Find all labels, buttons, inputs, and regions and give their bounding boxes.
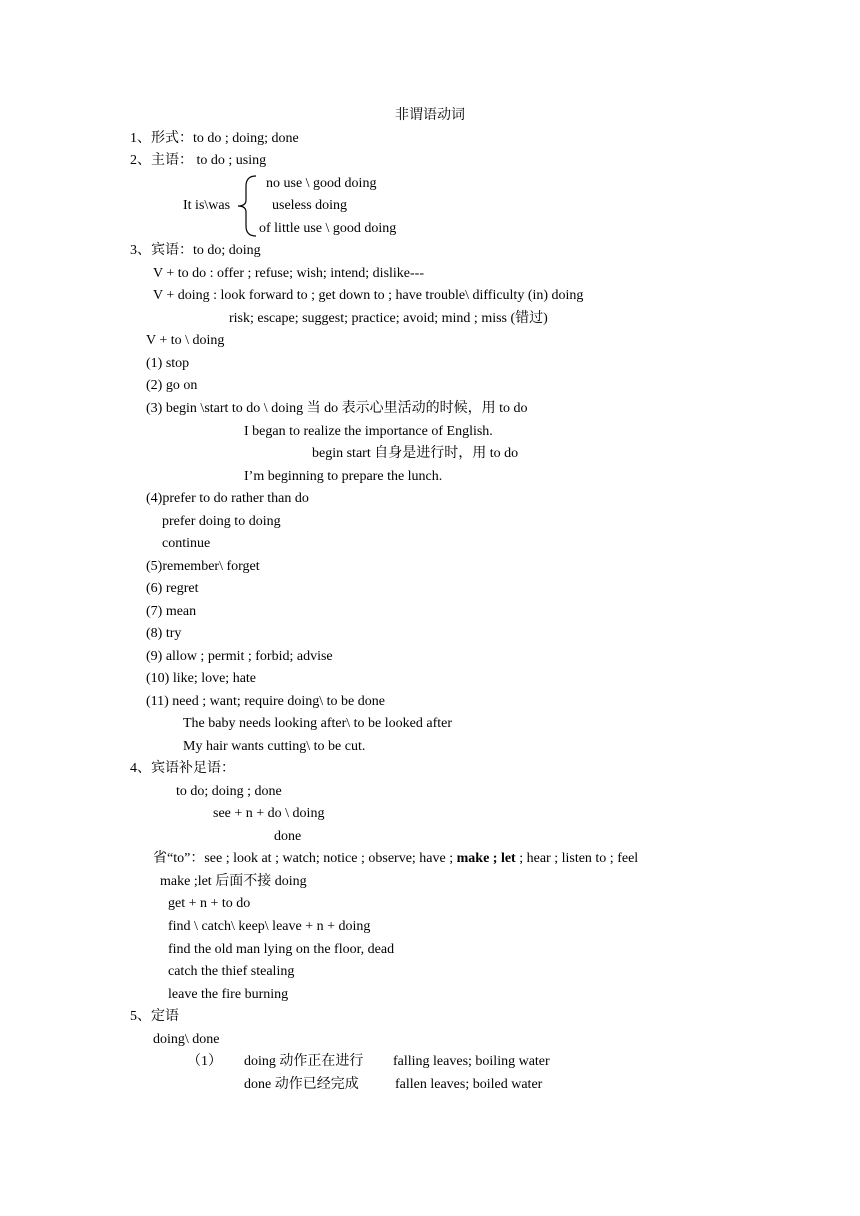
complement-example-2: catch the thief stealing — [168, 964, 295, 979]
section-4-object-complement: 4、宾语补足语： — [130, 761, 235, 776]
complement-done: done — [274, 829, 302, 844]
object-v-to-do: V + to do : offer ; refuse; wish; intend; dislike--- — [153, 266, 424, 281]
object-item-3-example-1: I began to realize the importance of English. — [244, 424, 493, 439]
section-1-forms: 1、形式：to do ; doing; done — [130, 131, 299, 146]
subject-option-2: useless doing — [272, 198, 348, 213]
object-item-1: (1) stop — [146, 356, 190, 371]
complement-make-let-note: make ;let 后面不接 doing — [160, 874, 307, 889]
page-title: 非谓语动词 — [395, 108, 465, 123]
omit-to-bold-make-let: make ; let — [456, 851, 516, 866]
object-v-doing: V + doing : look forward to ; get down to ; have trouble\ difficulty (in) doing — [153, 288, 584, 303]
section-3-object: 3、宾语：to do; doing — [130, 243, 261, 258]
attributive-doing-example: falling leaves; boiling water — [393, 1054, 550, 1069]
curly-brace-icon — [234, 174, 262, 238]
object-item-6: (6) regret — [146, 581, 199, 596]
complement-forms: to do; doing ; done — [176, 784, 282, 799]
section-2-subject: 2、主语： to do ; using — [130, 153, 267, 168]
omit-to-text-c: ; hear ; listen to ; feel — [515, 851, 639, 866]
subject-it-is-was: It is\was — [183, 198, 231, 213]
object-item-11: (11) need ; want; require doing\ to be done — [146, 694, 385, 709]
object-item-8: (8) try — [146, 626, 182, 641]
complement-omit-to — [153, 850, 638, 868]
object-item-4-b: continue — [162, 536, 211, 551]
complement-see-pattern: see + n + do \ doing — [213, 806, 325, 821]
attributive-done-example: fallen leaves; boiled water — [395, 1077, 543, 1092]
object-item-11-example-2: My hair wants cutting\ to be cut. — [183, 739, 366, 754]
subject-option-3: of little use \ good doing — [259, 221, 397, 236]
object-item-10: (10) like; love; hate — [146, 671, 257, 686]
attributive-forms: doing\ done — [153, 1032, 220, 1047]
object-v-to-or-doing: V + to \ doing — [146, 333, 225, 348]
subject-option-1: no use \ good doing — [266, 176, 377, 191]
object-item-4: (4)prefer to do rather than do — [146, 491, 309, 506]
complement-example-1: find the old man lying on the floor, dead — [168, 942, 395, 957]
object-item-3-example-2: I’m beginning to prepare the lunch. — [244, 469, 443, 484]
object-item-11-example-1: The baby needs looking after\ to be looked after — [183, 716, 453, 731]
object-item-5: (5)remember\ forget — [146, 559, 260, 574]
object-item-4-a: prefer doing to doing — [162, 514, 281, 529]
omit-to-text-a: 省“to”：see ; look at ; watch; notice ; observe; have ; — [153, 851, 457, 866]
object-item-3: (3) begin \start to do \ doing 当 do 表示心里活动的时候，用 to do — [146, 401, 528, 416]
section-5-attributive: 5、定语 — [130, 1009, 179, 1024]
object-v-doing-cont: risk; escape; suggest; practice; avoid; mind ; miss (错过) — [229, 311, 548, 326]
attributive-done-desc: done 动作已经完成 — [244, 1077, 359, 1092]
complement-get-pattern: get + n + to do — [168, 896, 251, 911]
object-item-2: (2) go on — [146, 378, 198, 393]
complement-find-pattern: find \ catch\ keep\ leave + n + doing — [168, 919, 371, 934]
attributive-doing-desc: doing 动作正在进行 — [244, 1054, 364, 1069]
object-item-7: (7) mean — [146, 604, 197, 619]
complement-example-3: leave the fire burning — [168, 987, 289, 1002]
object-item-9: (9) allow ; permit ; forbid; advise — [146, 649, 333, 664]
attributive-item-number: （1） — [187, 1054, 222, 1069]
object-item-3-note: begin start 自身是进行时，用 to do — [312, 446, 519, 461]
